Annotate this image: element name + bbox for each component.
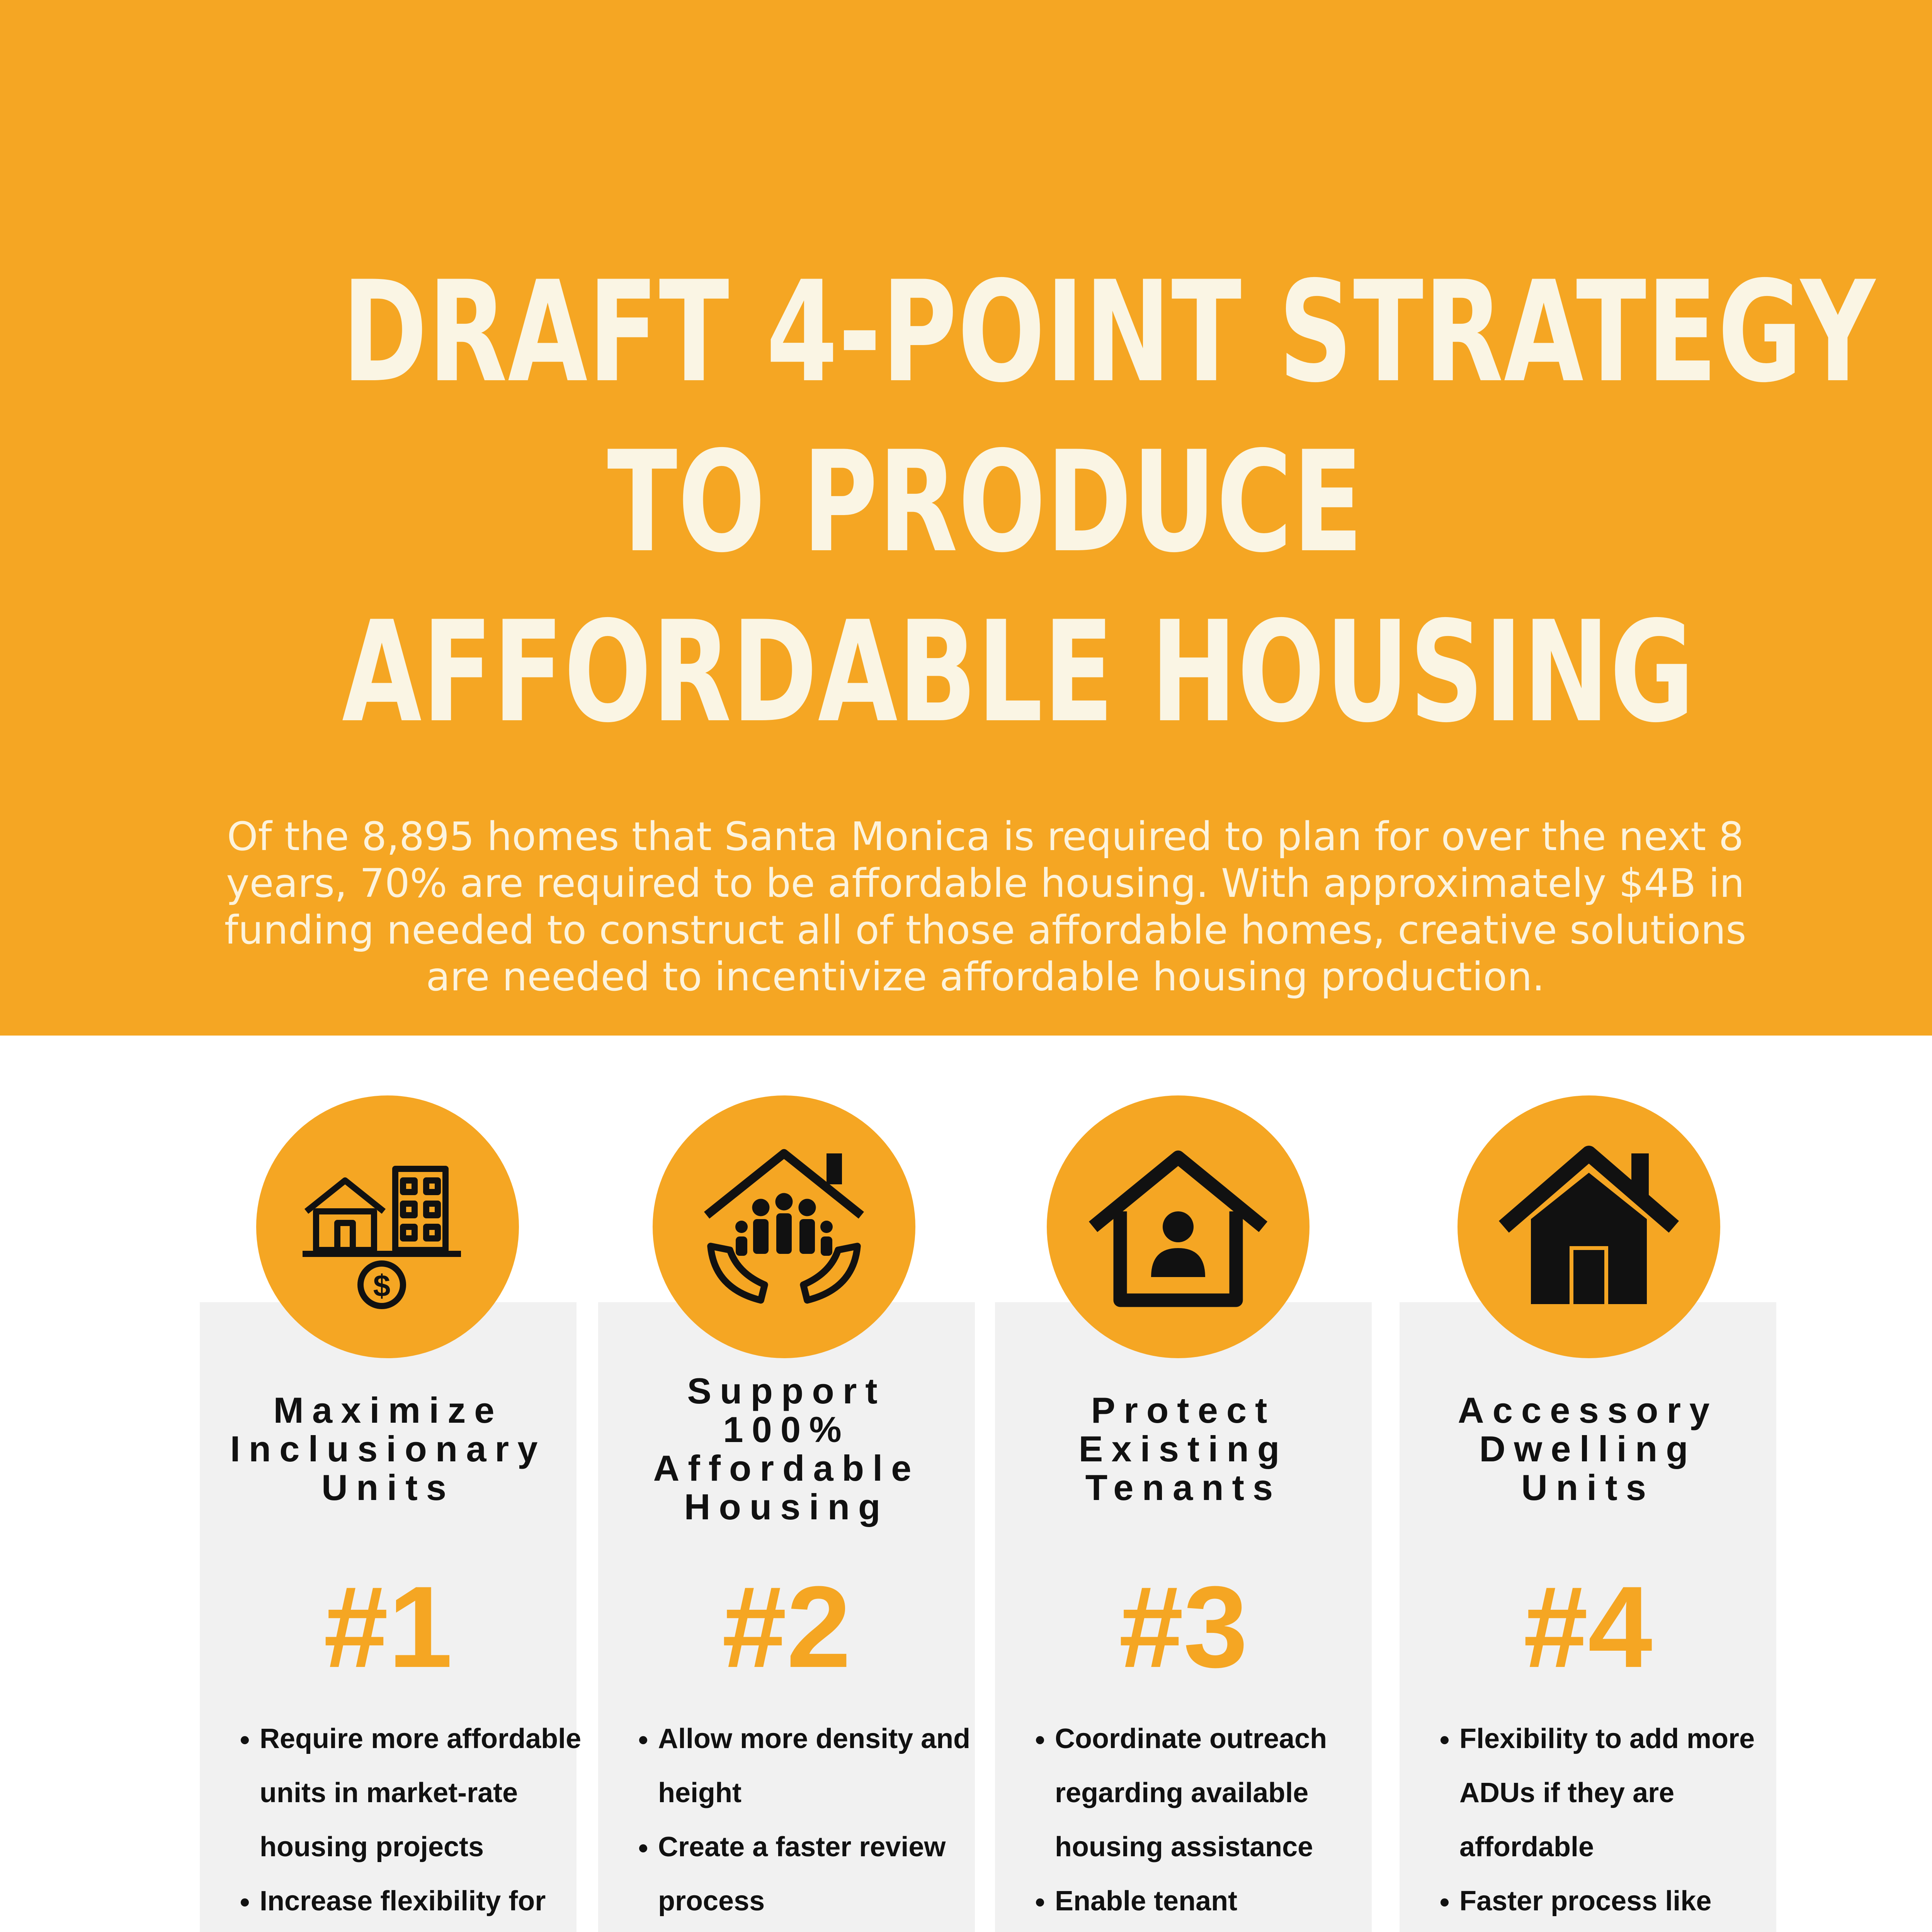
list-item: • Enable tenant [1055,1874,1395,1932]
title-line: DRAFT 4-POINT STRATEGY [342,251,1876,413]
card-number: #3 [1119,1562,1248,1692]
card-title: Maximize Inclusionary Units [230,1390,546,1508]
card-bullet-list [621,1712,998,1932]
intro-paragraph: Of the 8,895 homes that Santa Monica is required to plan for over the next 8 years, 70% are required to be affordable housing. With approximately $4B in funding needed to construct all of those affordable homes, creative solutions are needed to incentivize affordable housing production. [224,814,1747,1000]
strategy-card-3 [995,1302,1372,1932]
svg-text:$: $ [373,1269,391,1303]
card-number: #1 [323,1562,453,1692]
strategy-card-1 [200,1302,582,1932]
list-item: • Increase flexibility for [260,1874,600,1932]
strategy-card-4 [1400,1302,1776,1932]
house-person-icon [1047,1095,1310,1358]
title-line: TO PRODUCE [607,421,1364,583]
house-building-dollar-icon [256,1095,519,1358]
card-number: #2 [722,1562,851,1692]
card-bullet-list [223,1712,600,1932]
card-bullet-list [1018,1712,1395,1932]
list-item: • Require more affordable units in market-rate housing projects [260,1712,600,1874]
list-item [658,1928,998,1932]
card-title: Support 100% Affordable Housing [653,1371,920,1527]
card-title: Accessory Dwelling Units [1458,1390,1718,1508]
family-in-hands-icon [653,1095,915,1358]
list-item: • Create a faster review process [658,1820,998,1928]
list-item: • Coordinate outreach regarding available housing assistance [1055,1712,1395,1874]
card-bullet-list [1423,1712,1799,1932]
house-icon [1458,1095,1720,1358]
page-title [342,247,1876,757]
list-item: • Faster process like [1459,1874,1799,1932]
card-title: Protect Existing Tenants [1078,1390,1288,1508]
list-item: • Flexibility to add more ADUs if they are affordable [1459,1712,1799,1874]
card-number: #4 [1523,1562,1653,1692]
title-line: AFFORDABLE HOUSING [342,591,1695,753]
list-item: • Allow more density and height [658,1712,998,1820]
strategy-card-2 [598,1302,975,1932]
